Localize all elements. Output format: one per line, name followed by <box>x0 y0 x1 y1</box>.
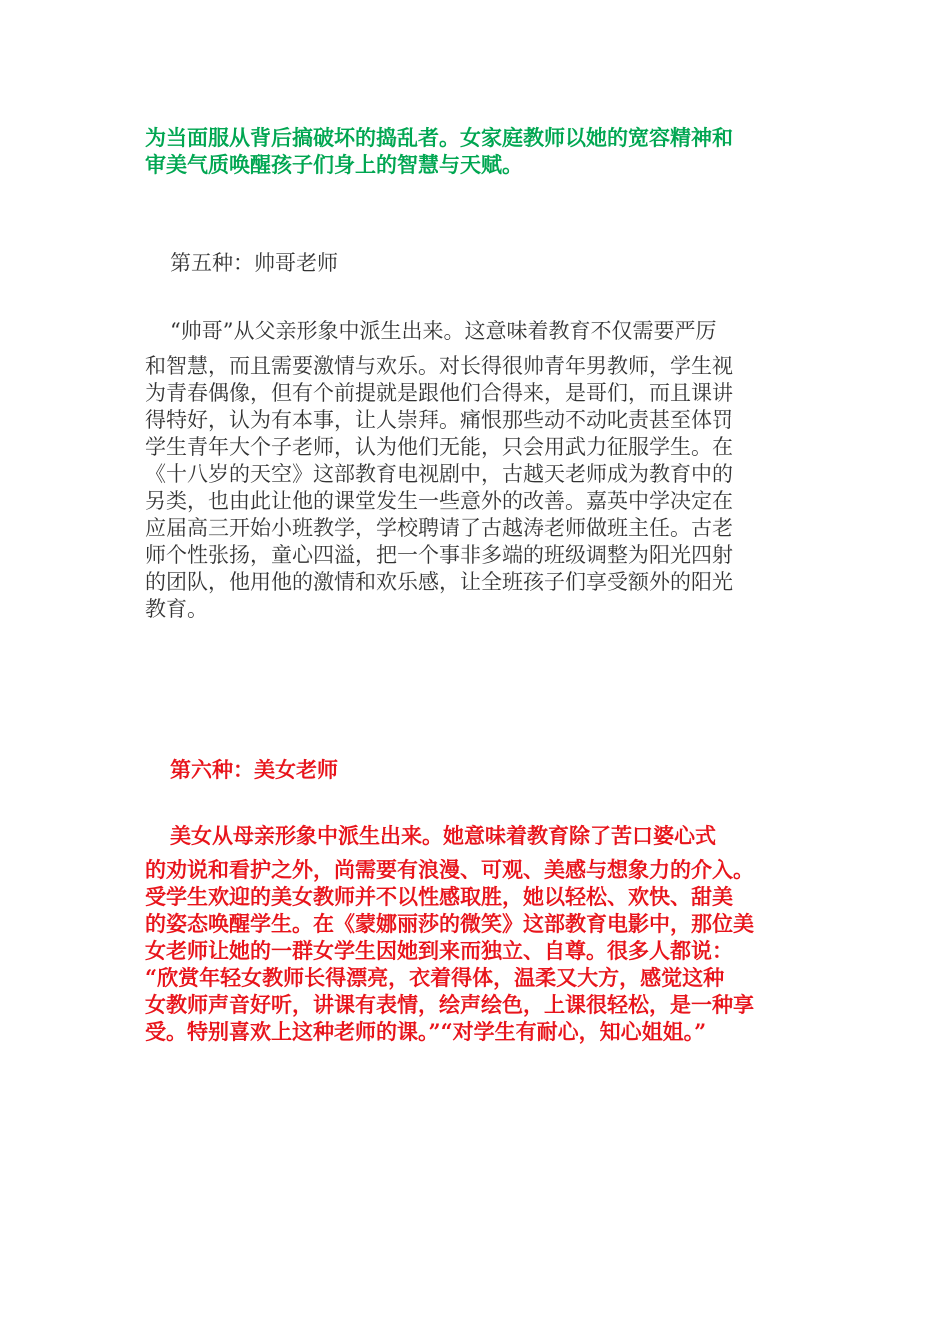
paragraph-line: 为当面服从背后搞破坏的捣乱者。女家庭教师以她的宽容精神和 <box>145 125 733 150</box>
section6-heading: 第六种：美女老师 <box>170 757 338 782</box>
paragraph-line: 女老师让她的一群女学生因她到来而独立、自尊。很多人都说： <box>145 938 733 963</box>
paragraph-line: 另类，也由此让他的课堂发生一些意外的改善。嘉英中学决定在 <box>145 489 733 513</box>
paragraph-line: 女教师声音好听，讲课有表情，绘声绘色，上课很轻松，是一种享 <box>145 992 754 1017</box>
section5-heading: 第五种：帅哥老师 <box>170 251 338 275</box>
section5-body <box>145 353 810 623</box>
section6-first-line: 美女从母亲形象中派生出来。她意味着教育除了苦口婆心式 <box>170 823 716 848</box>
paragraph-line: “欣赏年轻女教师长得漂亮，衣着得体，温柔又大方，感觉这种 <box>145 965 725 990</box>
paragraph-line: 教育。 <box>145 597 208 621</box>
paragraph-line: 师个性张扬，童心四溢，把一个事非多端的班级调整为阳光四射 <box>145 543 733 567</box>
section6-body <box>145 856 810 1045</box>
paragraph-line: 的团队，他用他的激情和欢乐感，让全班孩子们享受额外的阳光 <box>145 570 733 594</box>
paragraph-line: 得特好，认为有本事，让人崇拜。痛恨那些动不动叱责甚至体罚 <box>145 408 733 432</box>
paragraph-line: 受学生欢迎的美女教师并不以性感取胜，她以轻松、欢快、甜美 <box>145 884 733 909</box>
paragraph-line: 的姿态唤醒学生。在《蒙娜丽莎的微笑》这部教育电影中，那位美 <box>145 911 754 936</box>
section5-first-line: “帅哥”从父亲形象中派生出来。这意味着教育不仅需要严厉 <box>170 319 717 343</box>
paragraph-line: 受。特别喜欢上这种老师的课。”“对学生有耐心，知心姐姐。” <box>145 1019 707 1044</box>
paragraph-line: 的劝说和看护之外，尚需要有浪漫、可观、美感与想象力的介入。 <box>145 857 754 882</box>
paragraph-line: 和智慧，而且需要激情与欢乐。对长得很帅青年男教师，学生视 <box>145 354 733 378</box>
paragraph-line: 审美气质唤醒孩子们身上的智慧与天赋。 <box>145 152 523 177</box>
paragraph-line: 应届高三开始小班教学，学校聘请了古越涛老师做班主任。古老 <box>145 516 733 540</box>
section5-intro-paragraph <box>145 124 810 178</box>
paragraph-line: 学生青年大个子老师，认为他们无能，只会用武力征服学生。在 <box>145 435 733 459</box>
paragraph-line: 《十八岁的天空》这部教育电视剧中，古越天老师成为教育中的 <box>145 462 733 486</box>
paragraph-line: 为青春偶像，但有个前提就是跟他们合得来，是哥们，而且课讲 <box>145 381 733 405</box>
